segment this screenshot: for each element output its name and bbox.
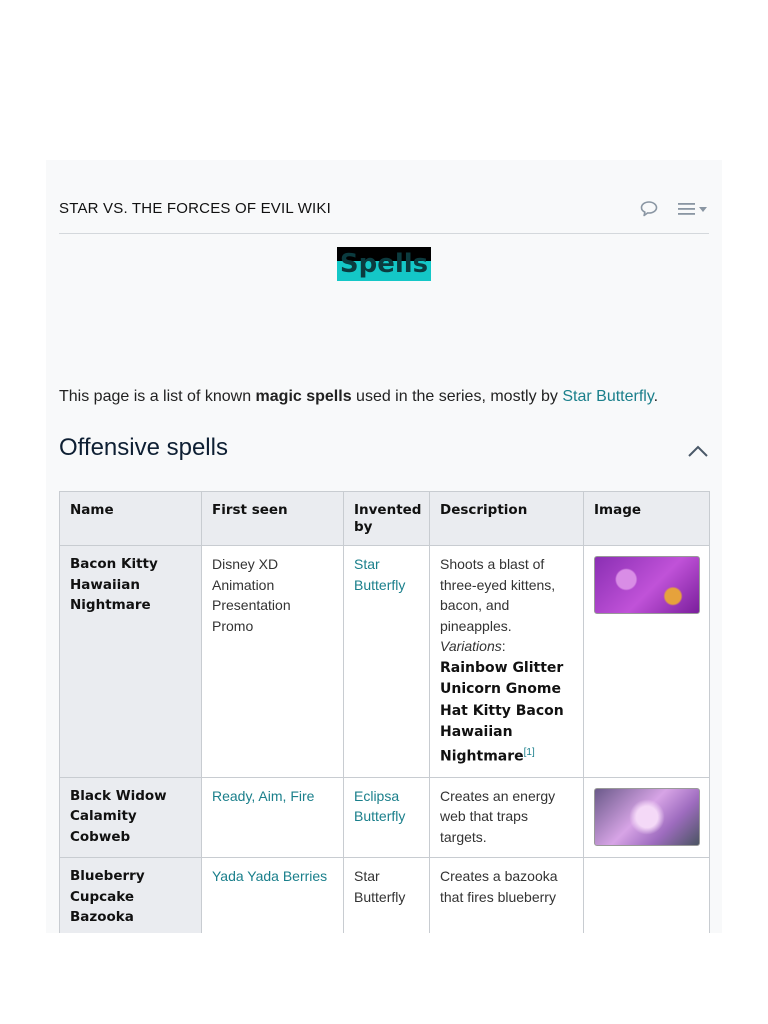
table-row <box>60 858 710 933</box>
spell-thumbnail[interactable] <box>594 788 700 846</box>
wiki-name-link[interactable]: STAR VS. THE FORCES OF EVIL WIKI <box>59 200 331 217</box>
star-butterfly-link[interactable]: Star Butterfly <box>562 388 654 405</box>
wiki-header <box>59 160 709 234</box>
spell-thumbnail[interactable] <box>594 556 700 614</box>
wiki-article-card <box>46 160 722 933</box>
table-header-row <box>60 492 710 546</box>
spell-name: Black Widow Calamity Cobweb <box>60 777 202 858</box>
episode-link[interactable]: Ready, Aim, Fire <box>212 787 315 804</box>
table-row <box>60 546 710 778</box>
column-header: Invented by <box>344 492 430 546</box>
inventor-link[interactable]: Star Butterfly <box>354 556 406 593</box>
section-heading: Offensive spells <box>59 434 228 461</box>
chevron-up-icon[interactable] <box>687 444 709 463</box>
comment-icon[interactable] <box>639 200 659 218</box>
page-title: Spells <box>337 247 431 281</box>
variation-name: Rainbow Glitter Unicorn Gnome Hat Kitty Bacon Hawaiian Nightmare <box>440 659 564 765</box>
inventor-link[interactable]: Eclipsa Butterfly <box>354 787 406 825</box>
reference-link[interactable]: [1] <box>523 746 535 758</box>
faded-banner <box>216 315 536 370</box>
chevron-down-icon <box>697 204 709 214</box>
column-header: Image <box>584 492 710 546</box>
table-row <box>60 777 710 858</box>
intro-bold: magic spells <box>255 388 352 405</box>
first-seen: Disney XD Animation Presentation Promo <box>202 546 344 778</box>
column-header: Description <box>430 492 584 546</box>
episode-link[interactable]: Yada Yada Berries <box>212 868 328 885</box>
intro-paragraph: This page is a list of known magic spells used in the series, mostly by Star Butterfly. <box>59 388 659 405</box>
column-header: Name <box>60 492 202 546</box>
description-cell: Creates an energy web that traps targets. <box>430 777 584 858</box>
description-cell: Shoots a blast of three-eyed kittens, bacon, and pineapples. Variations: Rainbow Glitter Unicorn Gnome Hat Kitty Bacon Hawaiian Nightmare[1] <box>430 546 584 778</box>
inventor-text: Star Butterfly <box>344 858 430 933</box>
menu-icon <box>677 201 697 217</box>
description-cell: Creates a bazooka that fires blueberry <box>430 858 584 933</box>
menu-button[interactable] <box>677 201 709 217</box>
spells-table <box>59 491 710 933</box>
column-header: First seen <box>202 492 344 546</box>
spell-name: Bacon Kitty Hawaiian Nightmare <box>60 546 202 778</box>
spell-name: Blueberry Cupcake Bazooka <box>60 858 202 933</box>
image-cell-empty <box>584 858 710 933</box>
